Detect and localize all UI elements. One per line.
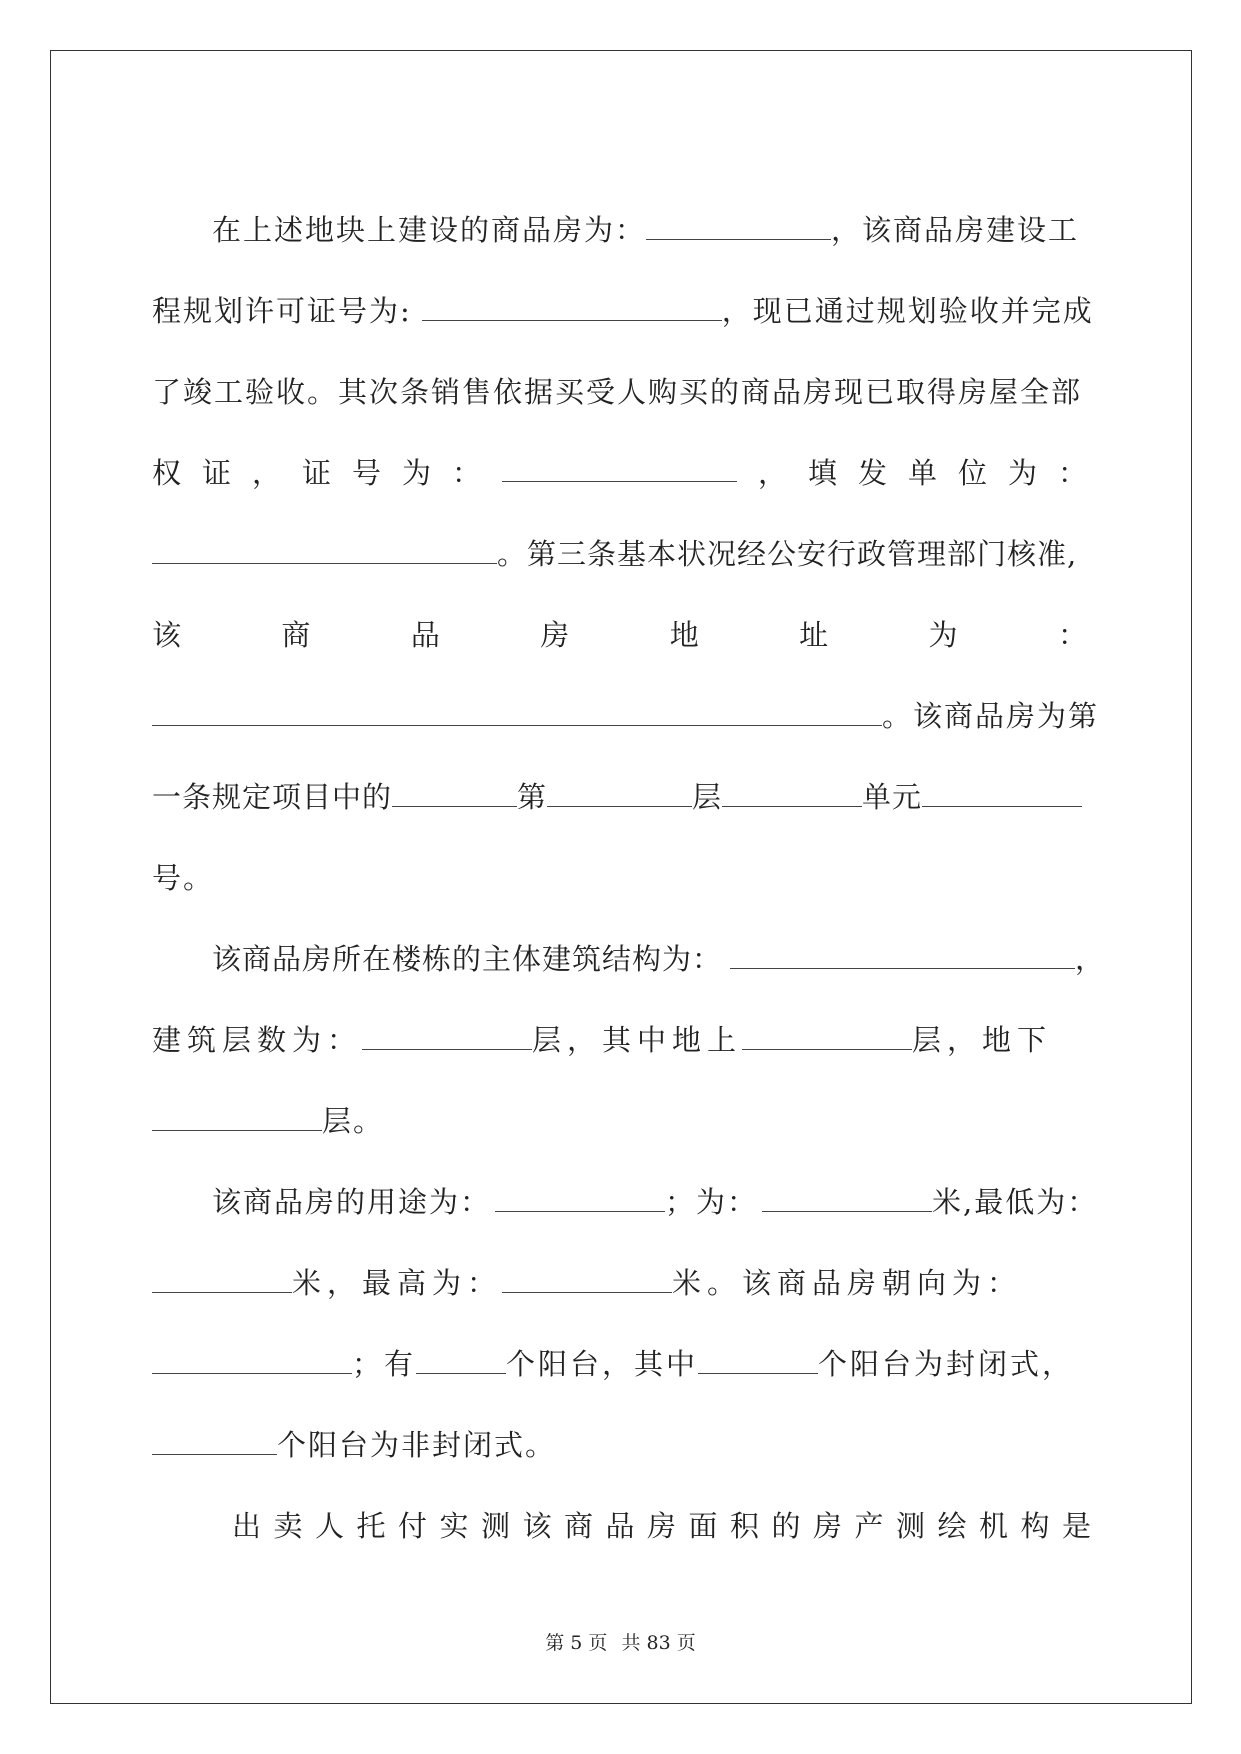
char: 为 bbox=[928, 618, 958, 652]
fill-blank bbox=[730, 942, 1075, 969]
text-fragment: 层 bbox=[692, 780, 723, 814]
char: 号 bbox=[352, 456, 382, 490]
text-fragment: 个阳台，其中 bbox=[506, 1347, 699, 1381]
fill-blank bbox=[722, 780, 862, 807]
fill-blank bbox=[152, 1428, 277, 1455]
char: 单 bbox=[907, 456, 937, 490]
fill-blank bbox=[495, 1185, 665, 1212]
text-line-2 bbox=[152, 293, 1094, 329]
text-line-5 bbox=[152, 536, 1087, 572]
char: ， bbox=[757, 456, 787, 490]
text-line-7 bbox=[152, 698, 1100, 734]
char: 为 bbox=[1007, 456, 1037, 490]
text-line-11 bbox=[152, 1022, 1087, 1058]
char: 房 bbox=[540, 618, 570, 652]
char: 商 bbox=[281, 618, 311, 652]
text-fragment: 。该商品房为第 bbox=[882, 699, 1100, 733]
page-footer bbox=[0, 1628, 1241, 1655]
text-fragment: 号。 bbox=[152, 861, 215, 895]
text-fragment: ；有 bbox=[352, 1347, 417, 1381]
char: 为 bbox=[402, 456, 432, 490]
text-line-1 bbox=[152, 212, 1087, 248]
fill-blank bbox=[547, 780, 692, 807]
text-line-6 bbox=[152, 617, 1087, 653]
char: ： bbox=[1057, 456, 1087, 490]
char: 址 bbox=[799, 618, 829, 652]
text-fragment: ，现已通过规划验收并完成 bbox=[721, 294, 1094, 328]
text-fragment: 米，最高为： bbox=[292, 1266, 503, 1300]
text-fragment: 米。该商品房朝向为： bbox=[672, 1266, 1023, 1300]
char: 位 bbox=[957, 456, 987, 490]
text-fragment: 一条规定项目中的 bbox=[152, 780, 393, 814]
fill-blank bbox=[762, 1185, 932, 1212]
text-fragment: 。第三条基本状况经公安行政管理部门核准, bbox=[497, 537, 1078, 571]
fill-blank bbox=[152, 537, 497, 564]
text-line-10 bbox=[152, 941, 1106, 977]
text-line-4 bbox=[152, 455, 1087, 491]
fill-blank bbox=[152, 699, 882, 726]
fill-blank bbox=[152, 1347, 352, 1374]
text-line-13 bbox=[152, 1184, 1099, 1220]
char: 证 bbox=[302, 456, 332, 490]
fill-blank bbox=[646, 213, 831, 240]
fill-blank bbox=[502, 1266, 672, 1293]
fill-blank bbox=[422, 294, 722, 321]
fill-blank bbox=[392, 780, 517, 807]
text-fragment: 个阳台为封闭式， bbox=[818, 1347, 1075, 1381]
char: 该 bbox=[152, 618, 182, 652]
text-line-3 bbox=[152, 374, 1087, 410]
text-fragment: 米,最低为： bbox=[932, 1185, 1099, 1219]
char: ， bbox=[252, 456, 282, 490]
text-line-16 bbox=[152, 1427, 1087, 1463]
text-fragment: ，该商品房建设工 bbox=[831, 213, 1080, 247]
text-fragment: 该商品房的用途为： bbox=[212, 1185, 492, 1219]
text-fragment: ， bbox=[1075, 942, 1106, 976]
fill-blank bbox=[152, 1104, 322, 1131]
text-fragment: 层，其中地上 bbox=[532, 1023, 743, 1057]
text-line-14 bbox=[152, 1265, 1087, 1301]
text-fragment: 在上述地块上建设的商品房为： bbox=[212, 213, 647, 247]
text-line-15 bbox=[152, 1346, 1087, 1382]
char: 证 bbox=[202, 456, 232, 490]
text-fragment: 该商品房所在楼栋的主体建筑结构为： bbox=[212, 942, 723, 976]
text-fragment: 单元 bbox=[862, 780, 923, 814]
char: 权 bbox=[152, 456, 182, 490]
char: 填 bbox=[807, 456, 837, 490]
char: 品 bbox=[410, 618, 440, 652]
text-fragment: 程规划许可证号为: bbox=[152, 294, 412, 328]
fill-blank bbox=[502, 455, 737, 482]
text-fragment: 层，地下 bbox=[912, 1023, 1053, 1057]
fill-blank bbox=[742, 1023, 912, 1050]
text-line-8 bbox=[152, 779, 1087, 815]
text-line-9 bbox=[152, 860, 1087, 896]
text-fragment: 第 bbox=[517, 780, 548, 814]
fill-blank bbox=[922, 780, 1082, 807]
page-total: 共 83 页 bbox=[621, 1632, 696, 1654]
text-fragment: 了竣工验收。其次条销售依据买受人购买的商品房现已取得房屋全部 bbox=[152, 375, 1083, 409]
text-fragment: 层。 bbox=[322, 1104, 385, 1138]
char: ： bbox=[1057, 618, 1087, 652]
char: ： bbox=[452, 456, 482, 490]
fill-blank bbox=[698, 1347, 818, 1374]
char: 地 bbox=[669, 618, 699, 652]
fill-blank bbox=[416, 1347, 506, 1374]
text-line-17 bbox=[152, 1508, 1104, 1544]
text-fragment: 建筑层数为： bbox=[152, 1023, 363, 1057]
char: 发 bbox=[857, 456, 887, 490]
text-fragment: 出卖人托付实测该商品房面积的房产测绘机构是 bbox=[232, 1509, 1104, 1543]
fill-blank bbox=[362, 1023, 532, 1050]
fill-blank bbox=[152, 1266, 292, 1293]
text-line-12 bbox=[152, 1103, 1087, 1139]
text-fragment: 个阳台为非封闭式。 bbox=[277, 1428, 557, 1462]
page-number: 第 5 页 bbox=[545, 1632, 608, 1654]
text-fragment: ；为： bbox=[665, 1185, 759, 1219]
